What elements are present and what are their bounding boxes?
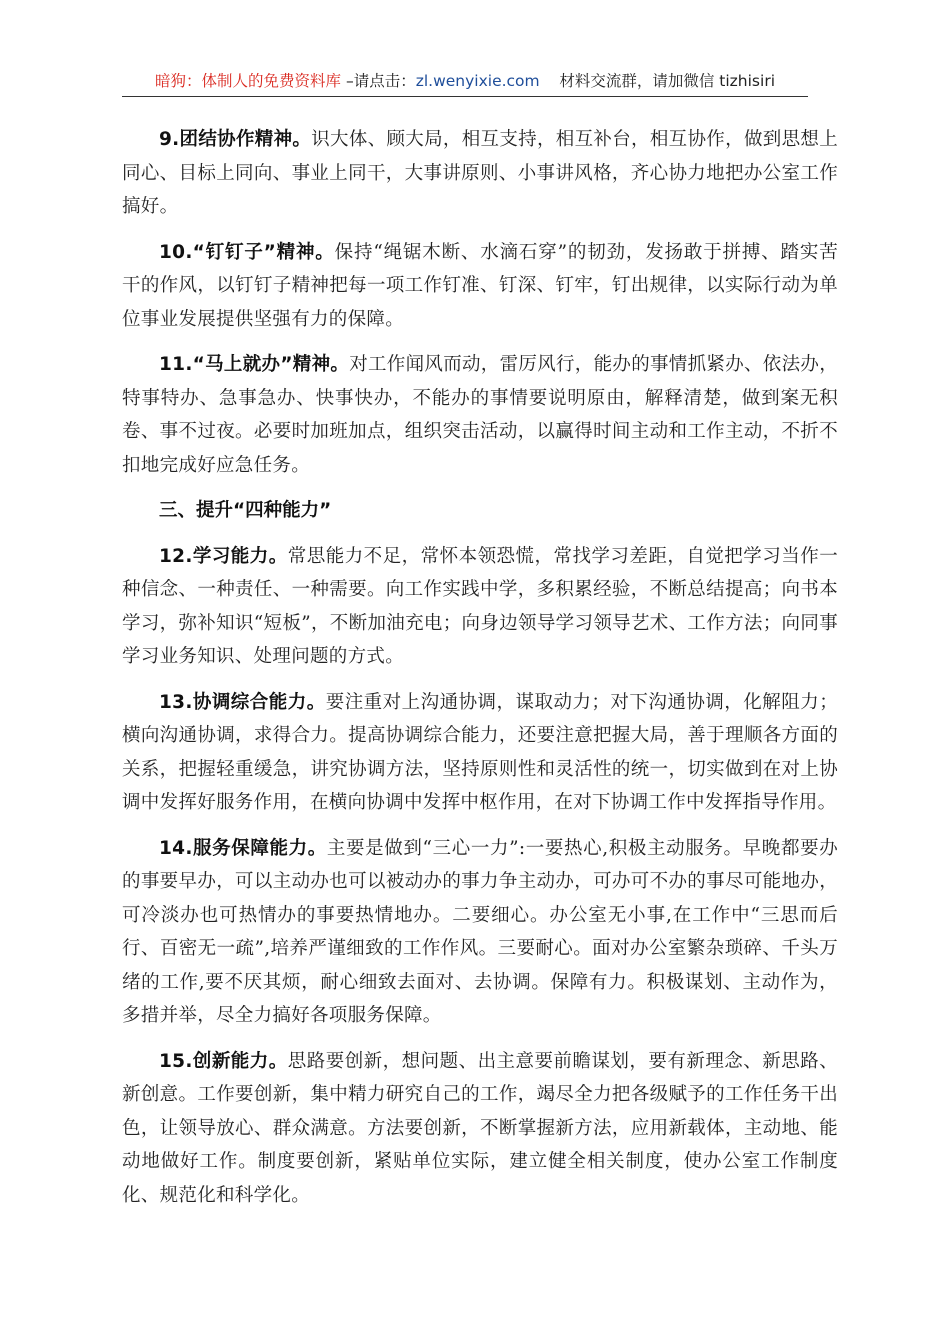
item-body: 对工作闻风而动，雷厉风行，能办的事情抓紧办、依法办，特事特办、急事急办、快事快办，不能办的事情要说明原由，解释清楚，做到案无积卷、事不过夜。必要时加班加点，组织突击活动，以赢得时间主动和工作主动，不折不扣地完成好应急任务。 [122,354,839,476]
item-title: 12.学习能力。 [159,545,288,567]
page-header [122,66,808,97]
header-group-text: 材料交流群，请加微信 tizhisiri [559,72,775,90]
item-body: 识大体、顾大局，相互支持，相互补台，相互协作，做到思想上同心、目标上同向、事业上同干，大事讲原则、小事讲风格，齐心协力地把办公室工作搞好。 [122,129,838,217]
item-body: 常思能力不足，常怀本领恐慌，常找学习差距，自觉把学习当作一种信念、一种责任、一种需要。向工作实践中学，多积累经验，不断总结提高；向书本学习，弥补知识“短板”，不断加油充电；向身边领导学习领导艺术、工作方法；向同事学习业务知识、处理问题的方式。 [122,545,838,667]
item-11 [122,348,838,482]
item-title: 9.团结协作精神。 [159,129,312,150]
item-title: 11.“马上就办”精神。 [159,354,350,375]
section-heading: 三、提升“四种能力” [159,500,332,521]
document-body [122,123,838,1224]
item-13 [122,686,838,820]
header-site-name[interactable]: 暗狗：体制人的免费资料库 [155,72,342,90]
item-14 [122,832,838,1033]
item-body: 保持“绳锯木断、水滴石穿”的韧劲，发扬敢于拼搏、踏实苦干的作风，以钉钉子精神把每一项工作钉准、钉深、钉牢，钉出规律，以实际行动为单位事业发展提供坚强有力的保障。 [122,241,838,330]
item-body: 要注重对上沟通协调，谋取动力；对下沟通协调，化解阻力；横向沟通协调，求得合力。提高协调综合能力，还要注意把握大局，善于理顺各方面的关系，把握轻重缓急，讲究协调方法，坚持原则性和灵活性的统一，切实做到在对上协调中发挥好服务作用，在横向协调中发挥中枢作用，在对下协调工作中发挥指导作用。 [122,691,838,813]
item-body: 思路要创新，想问题、出主意要前瞻谋划，要有新理念、新思路、新创意。工作要创新，集中精力研究自己的工作，竭尽全力把各级赋予的工作任务干出色，让领导放心、群众满意。方法要创新，不断掌握新方法，应用新载体，主动地、能动地做好工作。制度要创新，紧贴单位实际，建立健全相关制度，使办公室工作制度化、规范化和科学化。 [122,1050,838,1206]
item-12 [122,540,838,674]
item-9 [122,123,838,224]
item-title: 13.协调综合能力。 [159,691,326,713]
item-title: 14.服务保障能力。 [159,837,327,859]
header-click-prompt: –请点击： [341,72,416,90]
item-title: 10.“钉钉子”精神。 [159,241,335,263]
item-15 [122,1045,838,1213]
item-title: 15.创新能力。 [159,1050,288,1072]
header-url-link[interactable]: zl.wenyixie.com [415,72,540,90]
item-body: 主要是做到“三心一力”:一要热心,积极主动服务。早晚都要办的事要早办，可以主动办也可以被动办的事力争主动办，可办可不办的事尽可能地办，可冷淡办也可热情办的事要热情地办。二要细心。办公室无小事,在工作中“三思而后行、百密无一疏”,培养严谨细致的工作作风。三要耐心。面对办公室繁杂琐碎、千头万绪的工作,要不厌其烦，耐心细致去面对、去协调。保障有力。积极谋划、主动作为，多措并举，尽全力搞好各项服务保障。 [122,837,838,1026]
item-10 [122,236,838,337]
